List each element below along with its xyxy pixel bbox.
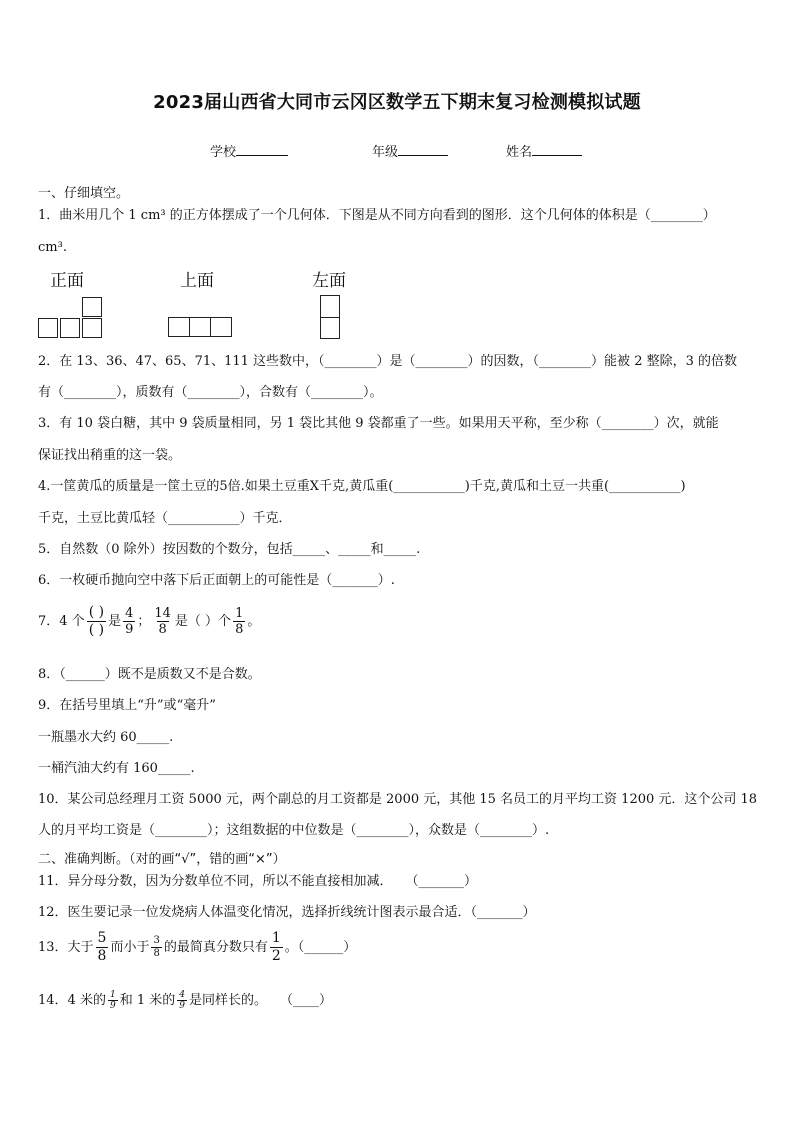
- fraction-denominator: 8: [235, 622, 244, 637]
- front-view-cell: [82, 297, 102, 317]
- fraction-denominator: 8: [97, 948, 107, 964]
- question-4-line-2: 千克，土豆比黄瓜轻（___________）千克．: [38, 511, 292, 526]
- left-view-cell: [320, 295, 340, 318]
- front-view-cell: [38, 318, 58, 338]
- view-label-front: 正面: [50, 271, 84, 291]
- fraction-numerator: 1: [109, 990, 116, 1000]
- q7-fraction-4-9: [123, 606, 135, 637]
- grade-label: 年级: [372, 145, 399, 160]
- fraction-denominator: 9: [179, 1001, 185, 1011]
- left-view-cell: [320, 317, 340, 339]
- view-label-left: 左面: [312, 271, 346, 291]
- fraction-numerator: 3: [153, 935, 160, 946]
- fraction-denominator: 9: [109, 1001, 116, 1011]
- q14-fraction-1-9: [108, 990, 118, 1011]
- q7-blank-numerator: ( ): [88, 604, 105, 620]
- q7-separator: ；: [137, 613, 151, 629]
- grade-field: [372, 141, 448, 160]
- fraction-numerator: 14: [154, 606, 171, 621]
- question-5: 5．自然数（0 除外）按因数的个数分，包括_____、_____和_____.: [38, 542, 421, 557]
- q7-end: 。: [247, 613, 261, 629]
- q14-prefix: 14．4 米的: [38, 992, 106, 1008]
- q14-mid: 和 1 米的: [119, 992, 176, 1008]
- top-view-cell: [168, 317, 190, 337]
- q13-mid-2: 的最简真分数只有: [163, 939, 268, 955]
- question-6: 6．一枚硬币抛向空中落下后正面朝上的可能性是（_______）.: [38, 573, 395, 588]
- q7-is-2: 是（ ）个: [174, 613, 232, 629]
- question-4-line-1: 4.一筐黄瓜的质量是一筐土豆的5倍.如果土豆重X千克,黄瓜重(___________)千克,黄瓜和土豆一共重(___________): [38, 479, 686, 494]
- name-field: [506, 141, 582, 160]
- fraction-denominator: 2: [271, 948, 281, 964]
- question-9-line-3: 一桶汽油大约有 160_____.: [38, 761, 195, 776]
- school-blank[interactable]: [236, 143, 288, 156]
- question-14: [38, 990, 332, 1011]
- question-2-line-1: 2．在 13、36、47、65、71、111 这些数中，（________）是（________）的因数，（________）能被 2 整除，3 的倍数: [38, 354, 737, 369]
- question-2-line-2: 有（________），质数有（________），合数有（________）。: [38, 385, 383, 400]
- q13-end: 。（______）: [284, 939, 357, 955]
- q7-fraction-14-8: [152, 606, 173, 637]
- fraction-denominator: 9: [125, 622, 134, 637]
- q13-fraction-5-8: [96, 930, 109, 965]
- q7-prefix: 7．4 个: [38, 613, 85, 629]
- fraction-numerator: 5: [97, 930, 107, 946]
- section-2-heading: 二、准确判断。（对的画“√”，错的画“×”）: [38, 852, 286, 867]
- page-title: 2023届山西省大同市云冈区数学五下期末复习检测模拟试题: [153, 92, 641, 113]
- q7-is-1: 是: [108, 613, 122, 629]
- fraction-denominator: 8: [158, 622, 167, 637]
- fraction-denominator: 8: [153, 948, 160, 959]
- question-10-line-1: 10．某公司总经理月工资 5000 元，两个副总的月工资都是 2000 元，其他 15 名员工的月平均工资 1200 元．这个公司 18: [38, 792, 758, 807]
- question-3-line-1: 3．有 10 袋白糖，其中 9 袋质量相同，另 1 袋比其他 9 袋都重了一些。如果用天平称，至少称（________）次，就能: [38, 416, 719, 431]
- q14-end: 是同样长的。 （____）: [188, 992, 332, 1008]
- question-12: 12．医生要记录一位发烧病人体温变化情况，选择折线统计图表示最合适．（_______）: [38, 905, 536, 920]
- q14-fraction-4-9: [177, 990, 187, 1011]
- q13-mid: 而小于: [110, 939, 150, 955]
- question-11: 11．异分母分数，因为分数单位不同，所以不能直接相加减． （_______）: [38, 874, 478, 889]
- question-9-line-2: 一瓶墨水大约 60_____.: [38, 730, 174, 745]
- fraction-numerator: 1: [235, 606, 244, 621]
- school-field: [210, 141, 288, 160]
- front-view-cell: [82, 318, 102, 338]
- question-9-line-1: 9．在括号里填上“升”或“毫升”: [38, 698, 216, 713]
- question-1-line-1: 1．曲米用几个 1 cm³ 的正方体摆成了一个几何体．下图是从不同方向看到的图形．这个几何体的体积是（________）: [38, 208, 716, 223]
- question-7: [38, 604, 260, 639]
- q7-blank-denominator: ( ): [88, 622, 105, 638]
- top-view-cell: [189, 317, 211, 337]
- top-view-cell: [210, 317, 232, 337]
- section-1-heading: 一、仔细填空。: [38, 186, 130, 201]
- q7-blank-fraction[interactable]: [87, 604, 106, 639]
- view-label-top: 上面: [180, 271, 214, 291]
- question-13: [38, 930, 356, 965]
- name-blank[interactable]: [532, 143, 582, 156]
- school-label: 学校: [210, 145, 237, 160]
- front-view-cell: [60, 318, 80, 338]
- q13-fraction-1-2: [270, 930, 283, 965]
- q7-fraction-1-8: [233, 606, 245, 637]
- fraction-numerator: 4: [125, 606, 134, 621]
- question-8: 8．（______）既不是质数又不是合数。: [38, 667, 261, 682]
- grade-blank[interactable]: [398, 143, 448, 156]
- question-10-line-2: 人的月平均工资是（________）；这组数据的中位数是（________），众数是（________）.: [38, 823, 550, 838]
- question-3-line-2: 保证找出稍重的这一袋。: [38, 448, 182, 463]
- fraction-numerator: 4: [179, 990, 185, 1000]
- question-1-line-2: cm³.: [38, 240, 67, 255]
- name-label: 姓名: [506, 145, 533, 160]
- q13-prefix: 13．大于: [38, 939, 94, 955]
- q13-fraction-3-8: [151, 935, 161, 960]
- fraction-numerator: 1: [271, 930, 281, 946]
